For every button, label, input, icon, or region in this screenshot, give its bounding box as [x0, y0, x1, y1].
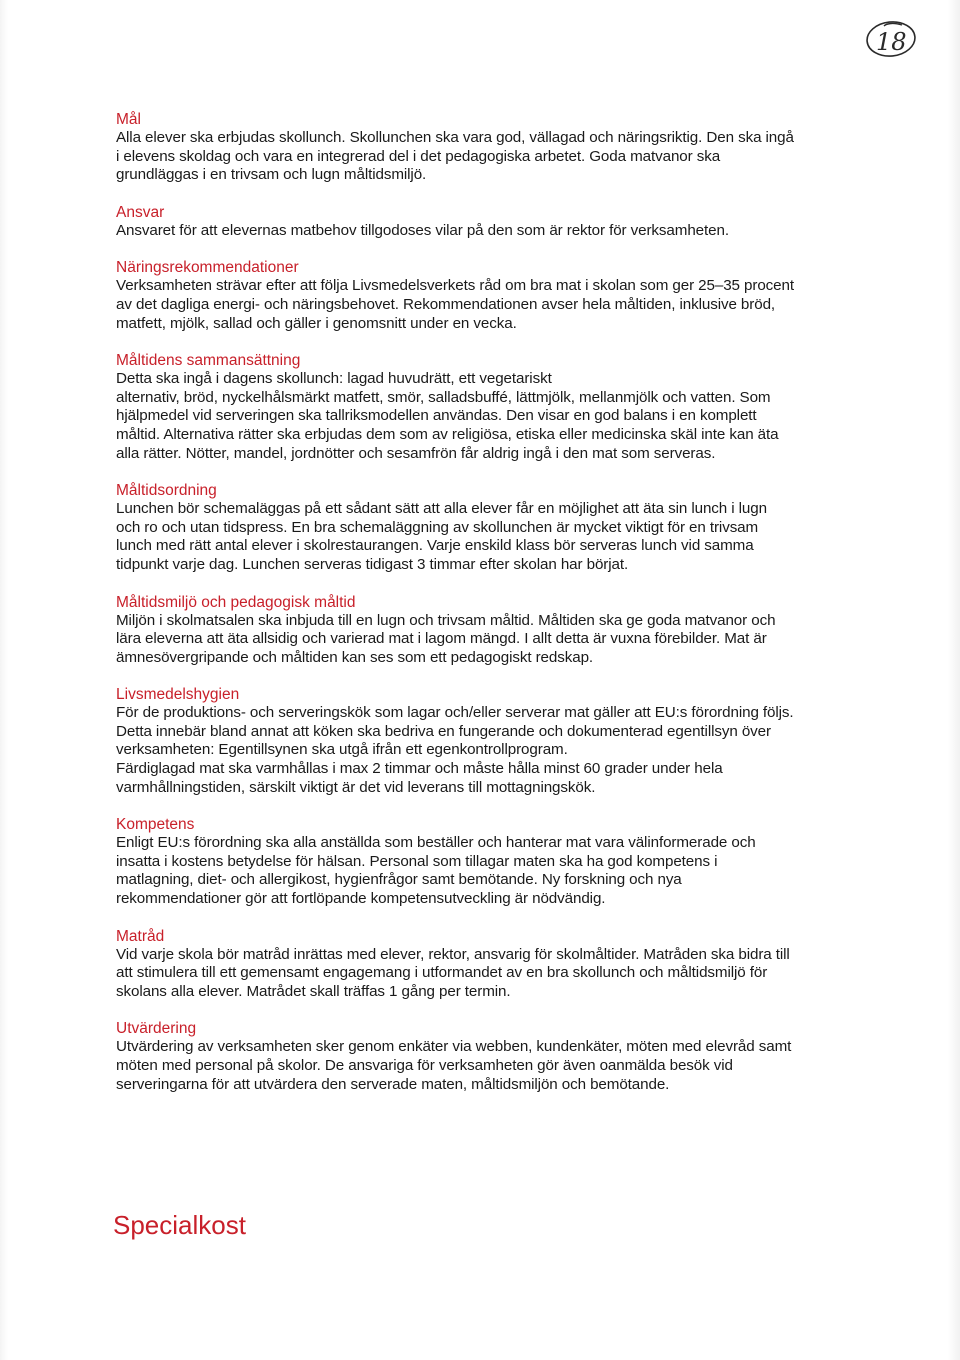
- paragraph-line: lunch med rätt antal elever i skolrestaurangen. Varje enskild klass bör serveras lunch vid samma: [116, 537, 754, 555]
- paragraph-line: Enligt EU:s förordning ska alla anställda som beställer och hanterar mat vara välinformerade och: [116, 834, 756, 852]
- section-heading: Mål: [116, 111, 141, 128]
- paragraph-line: Vid varje skola bör matråd inrättas med elever, rektor, ansvarig för skolmåltider. Matråden ska bidra till: [116, 945, 790, 963]
- paragraph-line: matfett, mjölk, sallad och gäller i genomsnitt under en vecka.: [116, 314, 517, 332]
- section: [116, 351, 846, 463]
- paragraph-line: rekommendationer gör att fortlöpande kompetensutveckling är nödvändig.: [116, 890, 606, 908]
- paragraph-line: Detta ska ingå i dagens skollunch: lagad huvudrätt, ett vegetariskt: [116, 370, 552, 388]
- paragraph-line: hjälpmedel vid serveringen ska tallriksmodellen användas. Den visar en god balans i en komplett: [116, 407, 757, 425]
- section-heading: Livsmedelshygien: [116, 686, 240, 704]
- paragraph-line: matlagning, diet- och allergikost, hygienfrågor samt bemötande. Ny forskning och nya: [116, 871, 682, 889]
- paragraph-line: att stimulera till ett gemensamt engagemang i utformandet av en bra skollunch och måltidsmiljö för: [116, 964, 768, 982]
- paragraph-line: Miljön i skolmatsalen ska inbjuda till en lugn och trivsam måltid. Måltiden ska ge goda matvanor och: [116, 611, 776, 629]
- section: [116, 815, 846, 908]
- paragraph-line: alternativ, bröd, nyckelhålsmärkt matfett, smör, salladsbuffé, lättmjölk, mellanmjölk och vatten. Som: [116, 388, 771, 406]
- paragraph-line: serveringarna för att utvärdera den serverade maten, måltidsmiljön och bemötande.: [116, 1075, 670, 1093]
- paragraph-line: varmhållningstiden, särskilt viktigt är det vid leverans till mottagningskök.: [116, 778, 596, 796]
- section: [116, 593, 846, 668]
- paragraph-line: skolans alla elever. Matrådet skall träffas 1 gång per termin.: [116, 982, 511, 1000]
- svg-text:18: 18: [876, 28, 907, 56]
- paragraph-line: Färdiglagad mat ska varmhållas i max 2 timmar och måste hålla minst 60 grader under hela: [116, 760, 723, 778]
- section-heading: Ansvar: [116, 203, 165, 221]
- paragraph-line: alla rätter. Nötter, mandel, jordnötter och sesamfrön får aldrig ingå i den mat som serveras.: [116, 444, 716, 462]
- section-heading: Matråd: [116, 927, 165, 945]
- paragraph-line: För de produktions- och serveringskök som lagar och/eller serverar mat gäller att EU:s förordning följs.: [116, 704, 794, 722]
- paragraph-line: grundläggas i en trivsam och lugn måltidsmiljö.: [116, 166, 427, 184]
- paragraph-line: ämnesövergripande och måltiden kan ses som ett pedagogiskt redskap.: [116, 648, 594, 666]
- paragraph-line: och ro och utan tidspress. En bra schemaläggning av skollunchen är mycket viktigt för en trivsam: [116, 518, 759, 536]
- section-heading: Måltidsmiljö och pedagogisk måltid: [116, 593, 356, 611]
- paragraph-line: Utvärdering av verksamheten sker genom enkäter via webben, kundenkäter, möten med elevråd samt: [116, 1038, 792, 1056]
- paragraph-line: möten med personal på skolor. De ansvariga för verksamheten gör även oanmälda besök vid: [116, 1057, 733, 1074]
- paragraph-line: insatta i kostens betydelse för hälsan. Personal som tillagar maten ska ha god kompetens i: [116, 852, 718, 870]
- paragraph-line: i elevens skoldag och vara en integrerad del i det pedagogiska arbetet. Goda matvanor ska: [116, 147, 721, 165]
- section-heading: Utvärdering: [116, 1020, 197, 1038]
- paragraph-line: Verksamheten strävar efter att följa Livsmedelsverkets råd om bra mat i skolan som ger 25–35 procent: [116, 277, 794, 295]
- section: [116, 927, 846, 1002]
- section: [116, 110, 846, 185]
- paragraph-line: Lunchen bör schemaläggas på ett sådant sätt att alla elever får en möjlighet att äta sin lunch i lugn: [116, 500, 767, 518]
- paragraph-line: lära eleverna att äta allsidig och varierad mat i lagom mängd. I allt detta är vuxna förebilder. Mat är: [116, 630, 767, 648]
- paragraph-line: verksamheten: Egentillsynen ska utgå ifrån ett egenkontrollprogram.: [116, 741, 568, 759]
- paragraph-line: måltid. Alternativa rätter ska erbjudas dem som av religiösa, etiska eller medicinska skäl inte kan äta: [116, 425, 779, 443]
- section: [116, 1019, 846, 1094]
- section-heading: Måltidsordning: [116, 482, 217, 500]
- paragraph-line: tidpunkt varje dag. Lunchen serveras tidigast 3 timmar efter skolan har börjat.: [116, 555, 629, 573]
- section: [116, 258, 846, 333]
- section: [116, 481, 846, 574]
- section-heading: Näringsrekommendationer: [116, 259, 299, 277]
- paragraph-line: Detta innebär bland annat att köken ska bedriva en fungerande och dokumenterad egentillsyn över: [116, 722, 771, 740]
- section-heading: Måltidens sammansättning: [116, 352, 301, 370]
- document-body: [116, 110, 846, 1094]
- paragraph-line: Alla elever ska erbjudas skollunch. Skollunchen ska vara god, vällagad och näringsriktig. Den ska ingå: [116, 129, 794, 146]
- paragraph-line: Ansvaret för att elevernas matbehov tillgodoses vilar på den som är rektor för verksamheten.: [116, 221, 729, 239]
- section: [116, 203, 846, 241]
- section-heading: Kompetens: [116, 816, 195, 834]
- section: [116, 685, 846, 797]
- specialkost-heading: Specialkost: [113, 1210, 246, 1240]
- paragraph-line: av det dagliga energi- och näringsbehovet. Rekommendationen avser hela måltiden, inklusive bröd,: [116, 295, 776, 313]
- handwritten-page-number-stamp: [862, 16, 918, 60]
